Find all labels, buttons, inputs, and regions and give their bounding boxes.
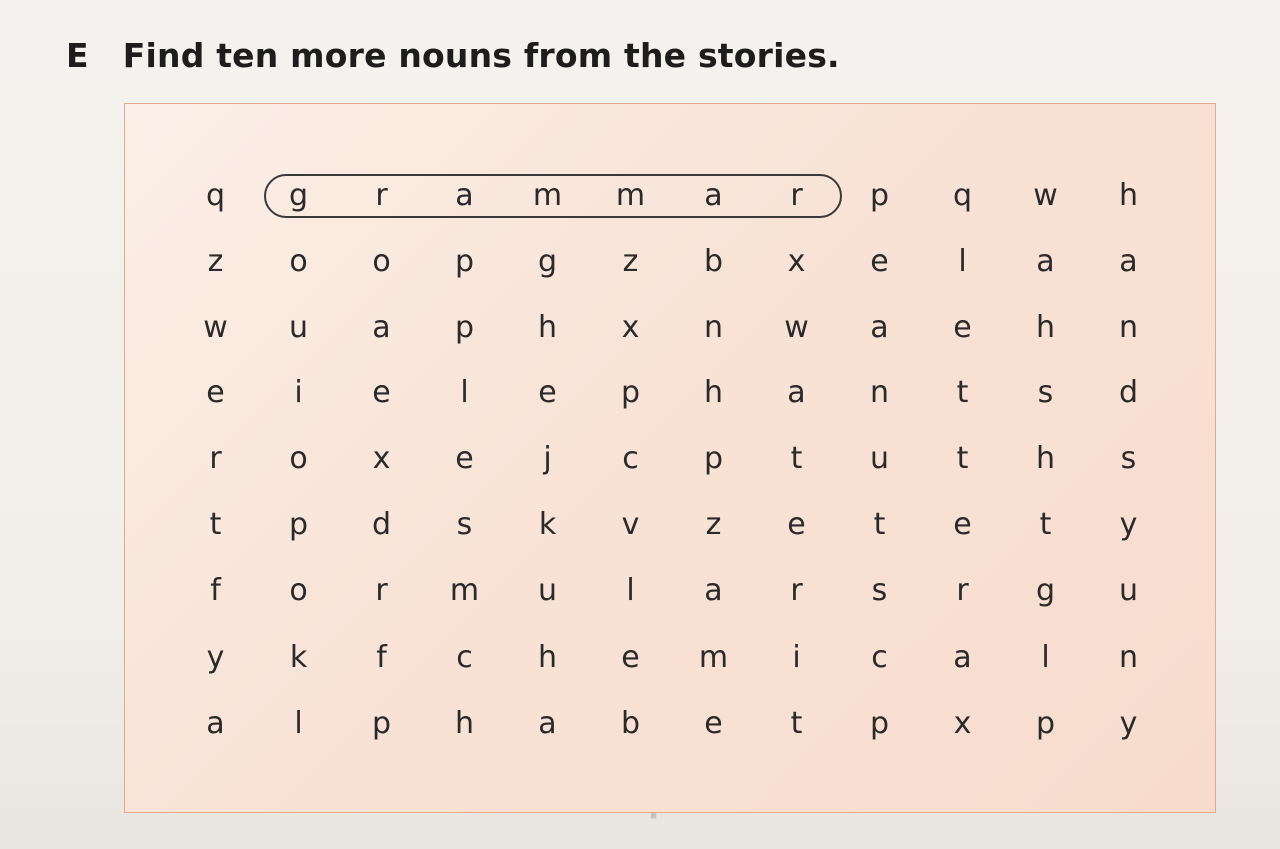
grid-letter[interactable]: p (288, 506, 309, 542)
grid-letter[interactable]: p (1035, 705, 1056, 741)
grid-letter[interactable]: r (375, 177, 388, 213)
grid-letter[interactable]: o (289, 440, 308, 476)
grid-letter[interactable]: i (792, 639, 801, 675)
grid-letter[interactable]: n (1118, 309, 1138, 345)
grid-letter[interactable]: t (1039, 506, 1052, 542)
grid-letter[interactable]: e (372, 374, 391, 410)
grid-letter[interactable]: x (621, 309, 640, 345)
grid-letter[interactable]: n (869, 374, 889, 410)
grid-letter[interactable]: x (787, 243, 806, 279)
grid-row (174, 228, 1170, 294)
grid-letter[interactable]: l (460, 374, 469, 410)
grid-letter[interactable]: s (1037, 374, 1054, 410)
grid-letter[interactable]: m (615, 177, 646, 213)
grid-letter[interactable]: x (953, 705, 972, 741)
grid-letter[interactable]: e (787, 506, 806, 542)
grid-letter[interactable]: w (203, 309, 228, 345)
exercise-letter: E (66, 35, 89, 75)
grid-letter[interactable]: f (376, 639, 387, 675)
grid-letter[interactable]: p (703, 440, 724, 476)
grid-letter[interactable]: a (953, 639, 972, 675)
grid-letter[interactable]: c (456, 639, 473, 675)
grid-letter[interactable]: z (705, 506, 722, 542)
grid-letter[interactable]: o (289, 572, 308, 608)
grid-row (174, 425, 1170, 491)
grid-letter[interactable]: r (790, 572, 803, 608)
grid-letter[interactable]: h (703, 374, 723, 410)
grid-letter[interactable]: q (952, 177, 973, 213)
grid-letter[interactable]: p (454, 309, 475, 345)
grid-letter[interactable]: e (953, 506, 972, 542)
grid-letter[interactable]: c (871, 639, 888, 675)
grid-letter[interactable]: a (1036, 243, 1055, 279)
grid-letter[interactable]: r (956, 572, 969, 608)
grid-letter[interactable]: t (956, 374, 969, 410)
grid-letter[interactable]: f (210, 572, 221, 608)
grid-letter[interactable]: t (956, 440, 969, 476)
grid-letter[interactable]: r (375, 572, 388, 608)
grid-letter[interactable]: t (790, 705, 803, 741)
grid-letter[interactable]: k (289, 639, 308, 675)
grid-row (174, 624, 1170, 690)
grid-letter[interactable]: e (870, 243, 889, 279)
grid-letter[interactable]: z (622, 243, 639, 279)
grid-row (174, 557, 1170, 623)
grid-letter[interactable]: p (371, 705, 392, 741)
grid-letter[interactable]: a (372, 309, 391, 345)
grid-letter[interactable]: t (209, 506, 222, 542)
grid-letter[interactable]: j (543, 440, 552, 476)
grid-letter[interactable]: h (1035, 440, 1055, 476)
grid-letter[interactable]: q (205, 177, 226, 213)
grid-letter[interactable]: a (787, 374, 806, 410)
grid-letter[interactable]: v (621, 506, 640, 542)
grid-letter[interactable]: z (207, 243, 224, 279)
grid-letter[interactable]: k (538, 506, 557, 542)
grid-letter[interactable]: p (869, 705, 890, 741)
grid-letter[interactable]: w (1033, 177, 1058, 213)
grid-letter[interactable]: p (620, 374, 641, 410)
exercise-instruction: Find ten more nouns from the stories. (122, 35, 840, 75)
grid-letter[interactable]: c (622, 440, 639, 476)
grid-letter[interactable]: n (1118, 639, 1138, 675)
grid-letter[interactable]: p (869, 177, 890, 213)
grid-letter[interactable]: t (790, 440, 803, 476)
grid-letter[interactable]: n (703, 309, 723, 345)
grid-letter[interactable]: x (372, 440, 391, 476)
grid-letter[interactable]: s (456, 506, 473, 542)
grid-letter[interactable]: e (621, 639, 640, 675)
grid-letter[interactable]: e (538, 374, 557, 410)
grid-letter[interactable]: d (1118, 374, 1139, 410)
grid-letter[interactable]: e (455, 440, 474, 476)
grid-letter[interactable]: a (704, 572, 723, 608)
grid-letter[interactable]: r (790, 177, 803, 213)
grid-letter[interactable]: m (449, 572, 480, 608)
grid-row (174, 294, 1170, 360)
grid-letter[interactable]: d (371, 506, 392, 542)
grid-letter[interactable]: l (626, 572, 635, 608)
grid-letter[interactable]: y (1119, 705, 1138, 741)
grid-row (174, 690, 1170, 756)
grid-letter[interactable]: m (532, 177, 563, 213)
grid-letter[interactable]: a (1119, 243, 1138, 279)
grid-letter[interactable]: g (288, 177, 309, 213)
grid-letter[interactable]: a (455, 177, 474, 213)
grid-letter[interactable]: u (537, 572, 557, 608)
grid-letter[interactable]: h (1035, 309, 1055, 345)
grid-letter[interactable]: p (454, 243, 475, 279)
grid-letter[interactable]: w (784, 309, 809, 345)
grid-letter[interactable]: g (1035, 572, 1056, 608)
grid-letter[interactable]: h (537, 639, 557, 675)
grid-letter[interactable]: u (1118, 572, 1138, 608)
grid-letter[interactable]: t (873, 506, 886, 542)
grid-letter[interactable]: i (294, 374, 303, 410)
grid-letter[interactable]: b (703, 243, 724, 279)
exercise-heading (66, 30, 840, 80)
grid-letter[interactable]: e (206, 374, 225, 410)
grid-letter[interactable]: o (372, 243, 391, 279)
grid-letter[interactable]: h (454, 705, 474, 741)
grid-letter[interactable]: u (288, 309, 308, 345)
grid-letter[interactable]: e (704, 705, 723, 741)
grid-letter[interactable]: a (704, 177, 723, 213)
grid-letter[interactable]: s (1120, 440, 1137, 476)
grid-letter[interactable]: l (1041, 639, 1050, 675)
grid-letter[interactable]: s (871, 572, 888, 608)
grid-letter[interactable]: y (1119, 506, 1138, 542)
grid-letter[interactable]: h (537, 309, 557, 345)
grid-letter[interactable]: l (958, 243, 967, 279)
grid-letter[interactable]: h (1118, 177, 1138, 213)
grid-letter[interactable]: m (698, 639, 729, 675)
grid-letter[interactable]: u (869, 440, 889, 476)
grid-letter[interactable]: l (294, 705, 303, 741)
grid-letter[interactable]: y (206, 639, 225, 675)
grid-row (174, 491, 1170, 557)
grid-letter[interactable]: r (209, 440, 222, 476)
grid-row (174, 359, 1170, 425)
grid-letter[interactable]: g (537, 243, 558, 279)
grid-letter[interactable]: e (953, 309, 972, 345)
grid-letter[interactable]: b (620, 705, 641, 741)
grid-letter[interactable]: a (206, 705, 225, 741)
grid-letter[interactable]: o (289, 243, 308, 279)
grid-letter[interactable]: a (870, 309, 889, 345)
grid-row (174, 162, 1170, 228)
grid-letter[interactable]: a (538, 705, 557, 741)
